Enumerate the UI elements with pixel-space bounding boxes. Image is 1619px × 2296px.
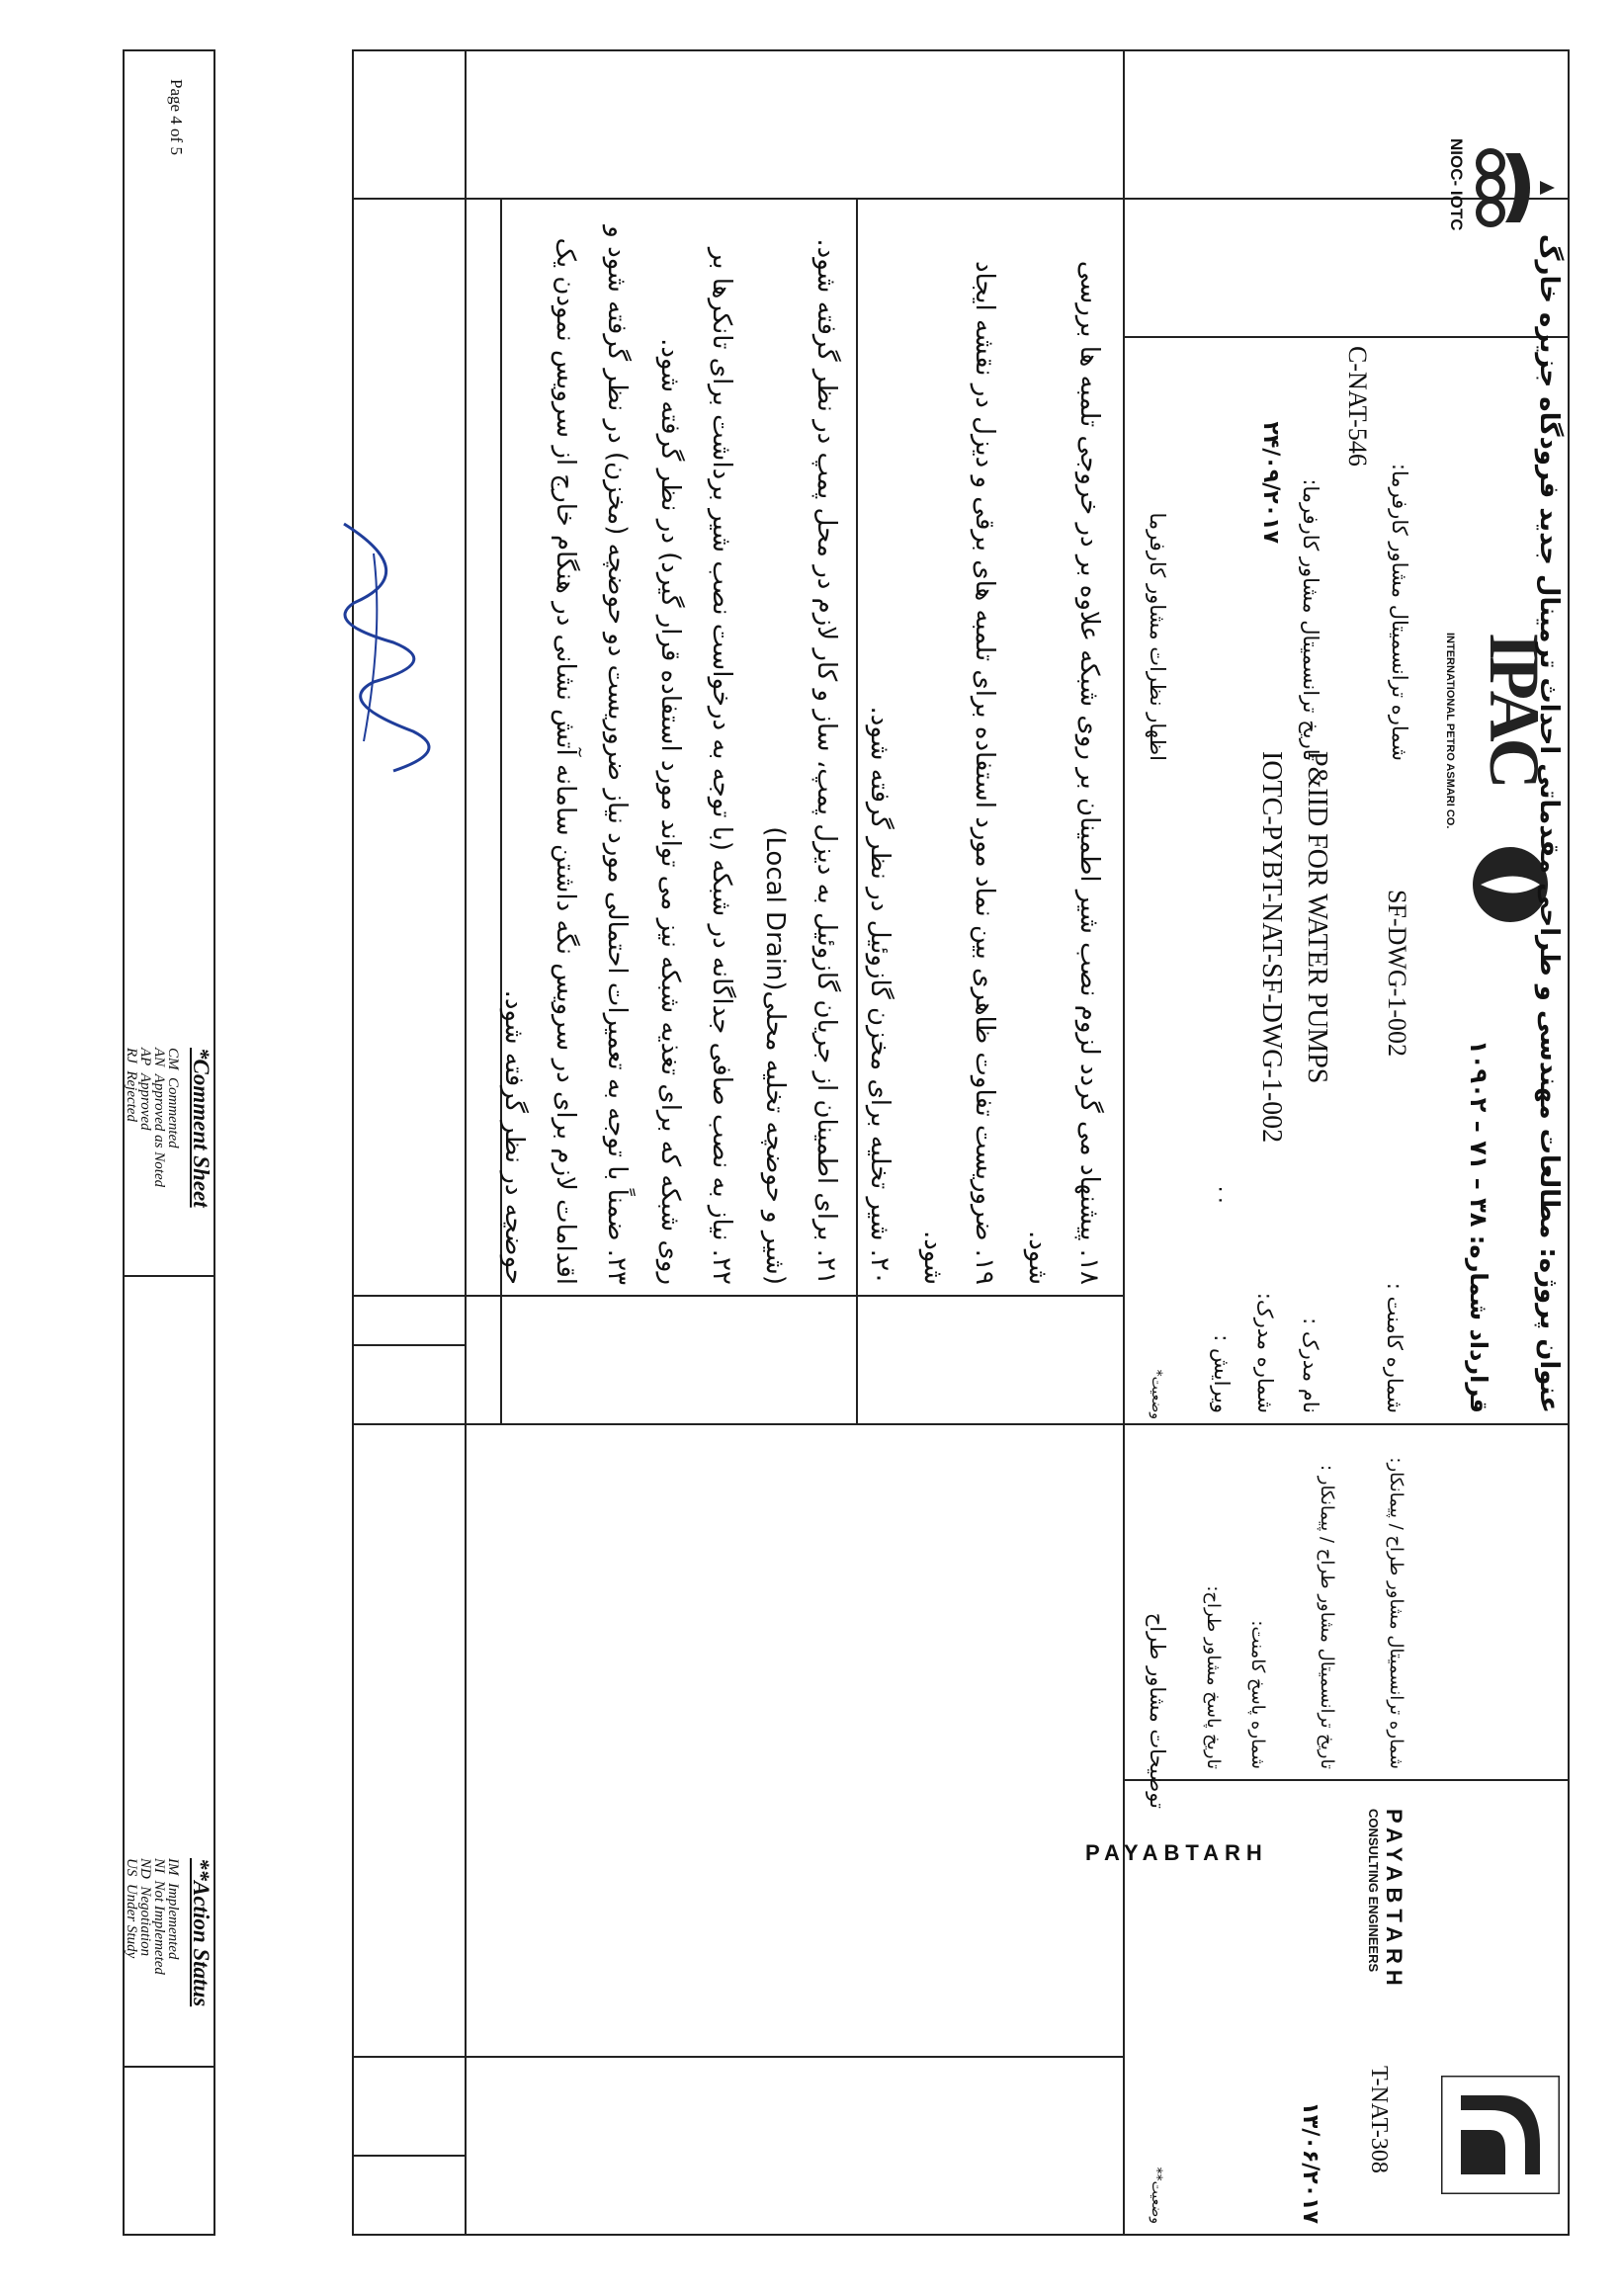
- legend-label: Implemented: [165, 1883, 181, 1960]
- comment-sheet-title: *Comment Sheet: [189, 1048, 213, 1208]
- comment-item-18: ۱۸. پیشنهاد می گردد لزوم نصب شیر اطمینان بر روی شبکه علاوه بر در خروجی تلمبه ها بررسی شود.: [1023, 260, 1104, 1285]
- status2-header: وضعیت**: [1149, 2167, 1164, 2224]
- payabtarh-line2: CONSULTING ENGINEERS: [1366, 1809, 1381, 1973]
- legend-label: Negotiation: [137, 1886, 153, 1957]
- legend-code: IM: [165, 1858, 181, 1876]
- payabtarh-logo: [1411, 2046, 1560, 2224]
- client-transmittal-date-label: تاریخ ترانسمیتال مشاور کارفرما:: [1299, 478, 1322, 761]
- legend-label: Rejected: [124, 1070, 139, 1122]
- designer-transmittal-date-value: ۱۳/۰۶/۲۰۱۷: [1298, 2101, 1322, 2224]
- legend-label: Not Implemeted: [151, 1880, 167, 1975]
- comment-number-value: SF-DWG-1-002: [1383, 890, 1411, 1057]
- comment-item-22: ۲۲. نیاز به نصب صافی جداگانه در شبکه (با توجه به درخواست نصب شیر برداشت برای تانکرها بر روی شبکه که برای تغذیه شبکه نیز می تواند مورد استفاده قرار گیرد) در نظر گرفته شود.: [655, 247, 736, 1285]
- document-name-value: P&IID FOR WATER PUMPS: [1302, 751, 1332, 1084]
- comments-list: [472, 208, 1115, 1285]
- action-status-legend: [126, 1858, 181, 2056]
- client-transmittal-date-value: ۲۴/۰۹/۲۰۱۷: [1258, 421, 1283, 544]
- revision-label: ویرایش :: [1210, 1334, 1234, 1413]
- ipac-english: INTERNATIONAL PETRO ASMARI CO.: [1444, 633, 1456, 829]
- legend-code: AP: [137, 1048, 153, 1066]
- designer-transmittal-label: شماره ترانسمیتال مشاور طراح / پیمانکار:: [1386, 1457, 1406, 1769]
- action-status-title: **Action Status: [189, 1858, 213, 2007]
- legend-label: Approved as Noted: [151, 1073, 167, 1188]
- reply-date-label: تاریخ پاسخ مشاور طراح:: [1203, 1585, 1224, 1769]
- client-transmittal-value: C-NAT-546: [1343, 346, 1372, 467]
- client-comments-header: اظهار نظرات مشاور کارفرما: [1146, 512, 1169, 761]
- signature: [314, 514, 482, 810]
- page-label: Page 4 of 5: [167, 79, 186, 155]
- designer-comments-header: توضیحات مشاور طراح: [1146, 1612, 1169, 1809]
- comment-item-19: ۱۹. ضروریست تفاوت ظاهری بین نماد مورد استفاده برای تلمبه های برقی و دیزل در نقشه ایجاد شود.: [918, 260, 999, 1285]
- designer-transmittal-value: T-NAT-308: [1366, 2066, 1392, 2173]
- designer-transmittal-date-label: تاریخ ترانسمیتال مشاور طراح / پیمانکار :: [1317, 1464, 1337, 1769]
- status-header: وضعیت*: [1149, 1369, 1164, 1419]
- legend-code: CM: [165, 1048, 181, 1070]
- document-number-value: IOTC-PYBT-NAT-SF-DWG-1-002: [1256, 751, 1287, 1144]
- payabtarh-name: PAYABTARH: [1085, 1840, 1268, 1865]
- legend-code: RJ: [124, 1048, 139, 1063]
- project-title: عنوان پروژه: مطالعات مهندسی و طراحی مقدماتی احداث ترمینال جدید فرودگاه جزیره خارگ: [1534, 233, 1564, 1413]
- payabtarh-line1: PAYABTARH: [1382, 1809, 1406, 1992]
- legend-code: US: [124, 1858, 139, 1877]
- document-number-label: شماره مدرک:: [1253, 1292, 1277, 1413]
- client-transmittal-label: شماره ترانسمیتال مشاور کارفرما:: [1388, 463, 1411, 761]
- legend-label: Commented: [165, 1077, 181, 1148]
- comment-sheet-legend: [126, 1048, 181, 1265]
- reply-number-label: شماره پاسخ کامنت:: [1247, 1620, 1268, 1769]
- comment-item-23: ۲۳. ضمناً با توجه به تعمیرات احتمالی مورد نیاز ضروریست دو حوضچه (مخزن) در نظر گرفته شود و اقدامات لازم برای در سرویس نگه داشتن سامانه آتش نشانی در هنگام خارج از سرویس نمودن یک حوضچه در نظر گرفته شود.: [499, 225, 632, 1285]
- legend-code: NI: [151, 1858, 167, 1873]
- legend-code: AN: [151, 1048, 167, 1067]
- nioc-label: NIOC- IOTC: [1447, 138, 1466, 231]
- comment-item-20: ۲۰. شیر تخلیه برای مخزن گازوئیل در نظر گرفته شود.: [865, 706, 895, 1285]
- comment-item-21: ۲۱. برای اطمینان از جریان گازوئیل به دیزل پمپ، ساز و کار لازم در محل پمپ در نظر گرفته شود. (شیر و حوضچه تخلیه محلی(Local Drain): [760, 238, 841, 1285]
- niocs-logo: [38, 59, 334, 188]
- payabtarh-brand: [1337, 1809, 1406, 2036]
- legend-label: Approved: [137, 1072, 153, 1131]
- contract-number: قرارداد شماره: ۳۸ – ۷۱ – ۱۰۹۰۲: [1465, 1040, 1492, 1413]
- legend-label: Under Study: [124, 1883, 139, 1959]
- ipac-wordmark: IPAC: [1475, 633, 1554, 786]
- document-name-label: نام مدرک :: [1299, 1318, 1322, 1413]
- revision-value: ۰۰: [1210, 1183, 1234, 1206]
- legend-code: ND: [137, 1858, 153, 1879]
- comment-number-label: شماره کامنت :: [1383, 1282, 1406, 1413]
